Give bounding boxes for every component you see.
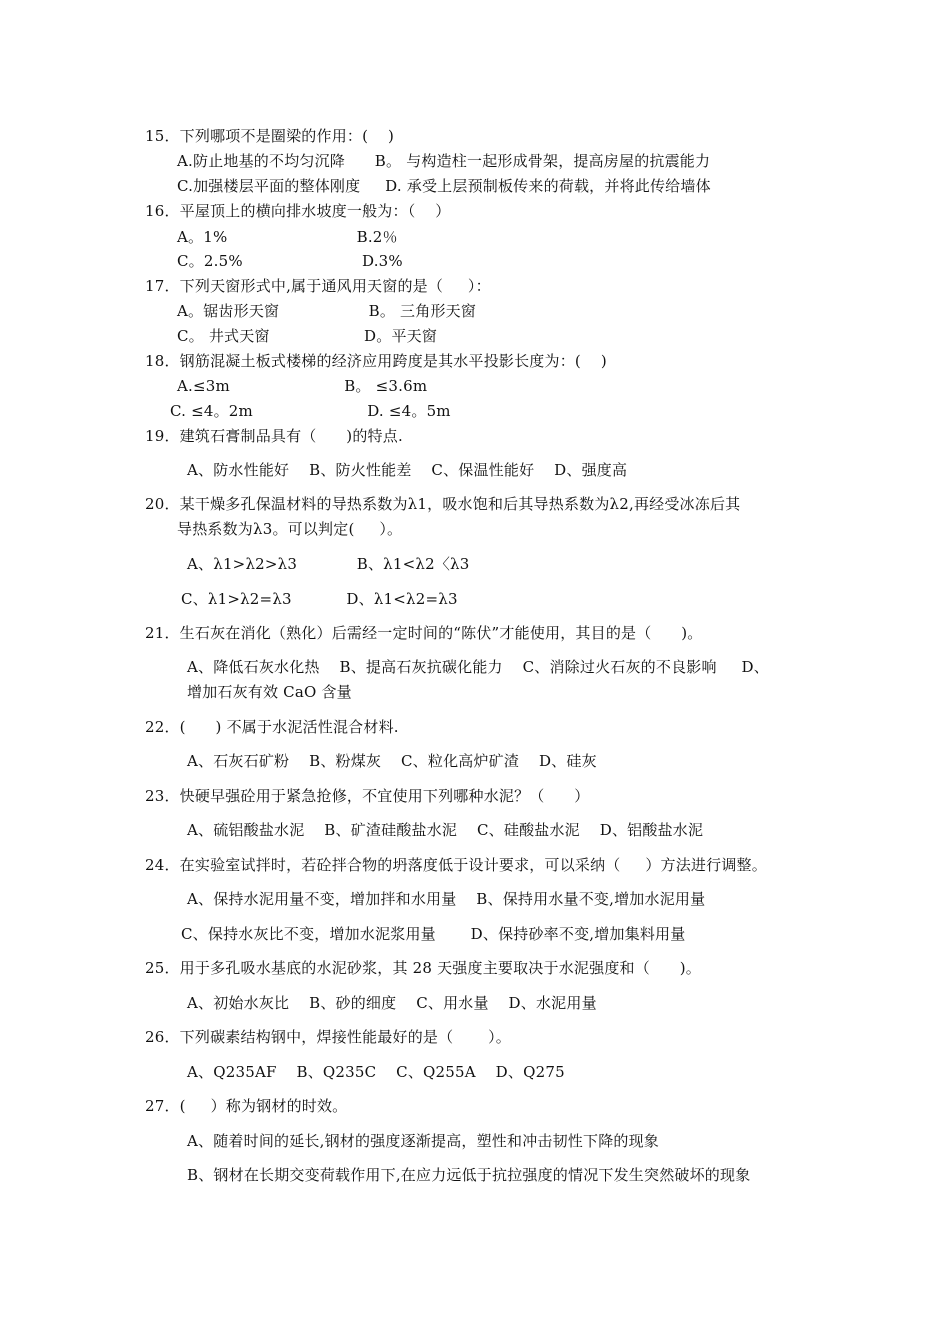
question-15-options-ab: A.防止地基的不均匀沉降 B。 与构造柱一起形成骨架，提高房屋的抗震能力: [177, 152, 711, 170]
question-20-options-cd: C、λ1>λ2=λ3 D、λ1<λ2=λ3: [181, 590, 458, 608]
question-15-options-cd: C.加强楼层平面的整体刚度 D. 承受上层预制板传来的荷载，并将此传给墙体: [177, 177, 711, 195]
question-24: 24．在实验室试拌时，若砼拌合物的坍落度低于设计要求，可以采纳（ ）方法进行调整。: [145, 856, 767, 874]
question-21-options: A、降低石灰水化热 B、提高石灰抗碳化能力 C、消除过火石灰的不良影响 D、: [187, 658, 769, 676]
question-17-options-cd: C。 井式天窗 D。平天窗: [177, 327, 438, 345]
question-16-options-cd: C。2.5% D.3%: [177, 252, 403, 270]
question-22-options: A、石灰石矿粉 B、粉煤灰 C、粒化高炉矿渣 D、硅灰: [187, 752, 597, 770]
question-17-options-ab: A。锯齿形天窗 B。 三角形天窗: [177, 302, 477, 320]
question-20-options-ab: A、λ1>λ2>λ3 B、λ1<λ2〈λ3: [187, 555, 470, 573]
question-26-options: A、Q235AF B、Q235C C、Q255A D、Q275: [187, 1063, 565, 1081]
question-20-continued: 导热系数为λ3。可以判定( ）。: [177, 520, 403, 538]
question-18-options-ab: A.≤3m B。 ≤3.6m: [177, 377, 428, 395]
question-18: 18．钢筋混凝土板式楼梯的经济应用跨度是其水平投影长度为：( ): [145, 352, 607, 370]
question-24-options-ab: A、保持水泥用量不变，增加拌和水用量 B、保持用水量不变,增加水泥用量: [187, 890, 706, 908]
question-15: 15．下列哪项不是圈梁的作用：( ): [145, 127, 395, 145]
question-20: 20．某干燥多孔保温材料的导热系数为λ1，吸水饱和后其导热系数为λ2,再经受冰冻后其: [145, 495, 741, 513]
question-21-options-continued: 增加石灰有效 CaO 含量: [187, 683, 352, 701]
question-16-options-ab: A。1% B.2％: [177, 228, 398, 246]
question-25: 25．用于多孔吸水基底的水泥砂浆，其 28 天强度主要取决于水泥强度和（ )。: [145, 959, 701, 977]
question-18-options-cd: C. ≤4。2m D. ≤4。5m: [170, 402, 451, 420]
question-27: 27．( ）称为钢材的时效。: [145, 1097, 348, 1115]
question-26: 26．下列碳素结构钢中，焊接性能最好的是（ ）。: [145, 1028, 511, 1046]
question-16: 16．平屋顶上的横向排水坡度一般为：（ ）: [145, 202, 451, 220]
question-22: 22．( ) 不属于水泥活性混合材料.: [145, 718, 399, 736]
question-17: 17．下列天窗形式中,属于通风用天窗的是（ ）：: [145, 277, 491, 295]
question-21: 21．生石灰在消化（熟化）后需经一定时间的“陈伏”才能使用，其目的是（ )。: [145, 624, 703, 642]
question-27-option-a: A、随着时间的延长,钢材的强度逐渐提高，塑性和冲击韧性下降的现象: [187, 1132, 660, 1150]
question-23-options: A、硫铝酸盐水泥 B、矿渣硅酸盐水泥 C、硅酸盐水泥 D、铝酸盐水泥: [187, 821, 704, 839]
question-25-options: A、初始水灰比 B、砂的细度 C、用水量 D、水泥用量: [187, 994, 597, 1012]
question-27-option-b: B、钢材在长期交变荷载作用下,在应力远低于抗拉强度的情况下发生突然破坏的现象: [187, 1166, 751, 1184]
question-24-options-cd: C、保持水灰比不变，增加水泥浆用量 D、保持砂率不变,增加集料用量: [181, 925, 686, 943]
question-19-options: A、防水性能好 B、防火性能差 C、保温性能好 D、强度高: [187, 461, 628, 479]
question-23: 23．快硬早强砼用于紧急抢修，不宜使用下列哪种水泥？（ ）: [145, 787, 590, 805]
question-19: 19．建筑石膏制品具有（ )的特点.: [145, 427, 403, 445]
